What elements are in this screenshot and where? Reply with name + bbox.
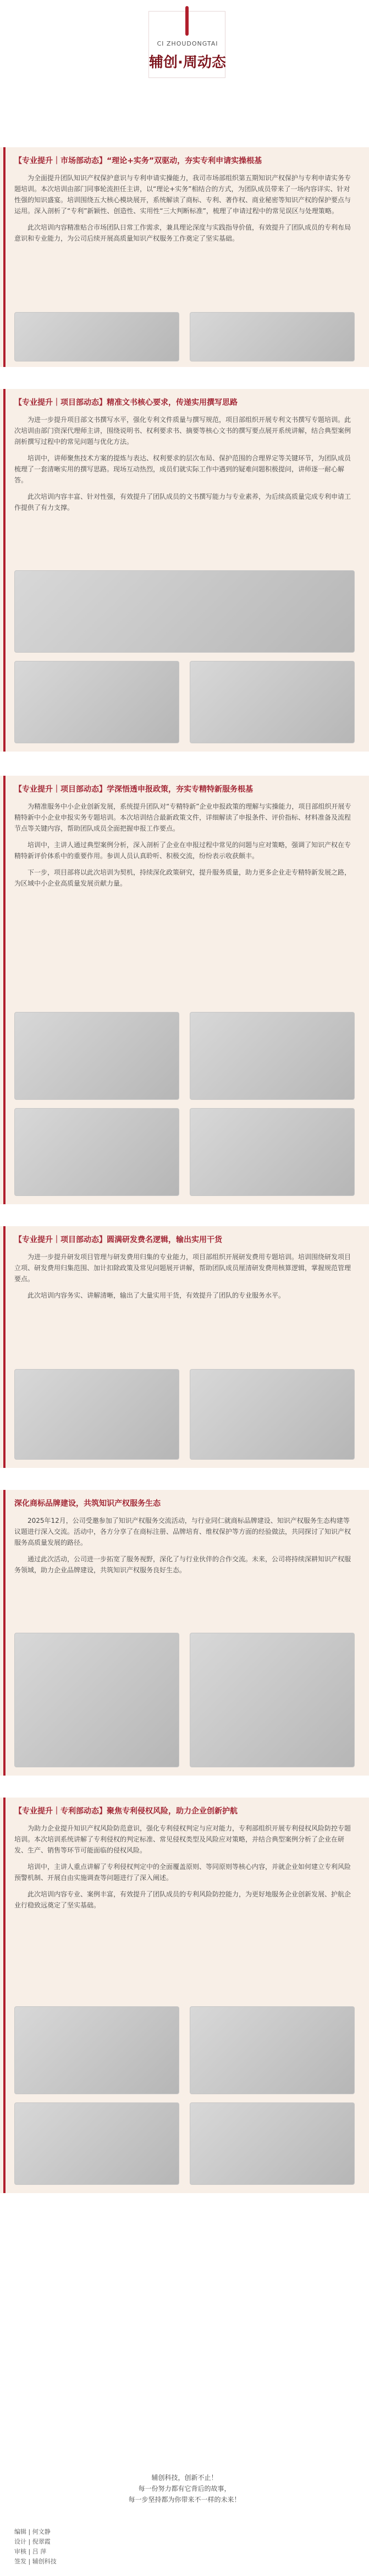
photo-image	[14, 1108, 179, 1196]
section-paragraph: 下一步，项目部将以此次培训为契机，持续深化政策研究，提升服务质量，助力更多企业走专精特新发展之路，为区域中小企业高质量发展贡献力量。	[14, 869, 351, 887]
photo-image	[190, 1012, 355, 1100]
section-accent-line	[3, 1490, 5, 1776]
section-accent-line	[3, 147, 5, 367]
section-accent-line	[3, 1798, 5, 2193]
section-2	[0, 389, 369, 752]
section-text	[14, 414, 355, 519]
section-title: 【专业提升｜项目部动态】圆满研发费名逻辑，输出实用干货	[14, 1236, 222, 1244]
photo-image	[14, 2006, 179, 2094]
photo-image	[190, 1369, 355, 1460]
footer	[0, 2461, 369, 2565]
section-text	[14, 1823, 355, 1916]
footer-line: 每一份努力都有它背后的故事，	[138, 2485, 231, 2492]
section-title: 深化商标品牌建设，共筑知识产权服务生态	[14, 1499, 161, 1508]
section-paragraph: 为助力企业提升知识产权风险防范意识，强化专利侵权判定与应对能力，专利部组织开展专利侵权风险防控专题培训。本次培训系统讲解了专利侵权的判定标准、常见侵权类型及风险应对策略，并结合典型案例分析了企业在研发、生产、销售等环节可能面临的侵权风险。	[14, 1824, 351, 1854]
section-paragraph: 为精准服务中小企业创新发展，系统提升团队对“专精特新”企业申报政策的理解与实操能力，项目部组织开展专精特新中小企业申报实务专题培训。本次培训结合最新政策文件，详细解读了申报条件、评价指标、材料准备及流程节点等关键内容，帮助团队成员全面把握申报工作要点。	[14, 803, 351, 832]
section-6	[0, 1798, 369, 2193]
section-paragraph: 培训中，主讲人通过典型案例分析，深入剖析了企业在申报过程中常见的问题与应对策略，强调了知识产权在专精特新评价体系中的重要作用。参训人员认真聆听、积极交流，纷纷表示收获颇丰。	[14, 841, 351, 860]
logo-english: CI ZHOUDONGTAI	[157, 40, 218, 47]
logo-chinese: 辅创·周动态	[149, 54, 226, 71]
section-paragraph: 培训中，讲师聚焦技术方案的提炼与表达、权利要求的层次布局、保护范围的合理界定等关键环节，为团队成员梳理了一套清晰实用的撰写思路。现场互动热烈，成员们就实际工作中遇到的疑难问题积极提问，讲师逐一耐心解答。	[14, 454, 351, 484]
section-paragraph: 此次培训内容务实、讲解清晰，输出了大量实用干货，有效提升了团队的专业服务水平。	[27, 1292, 285, 1299]
credit-editor: 编辑 | 何文静	[14, 2528, 51, 2535]
photo-image	[14, 2102, 179, 2185]
section-title: 【专业提升｜市场部动态】“理论+实务”双驱动，夯实专利申请实操根基	[14, 157, 262, 165]
section-title: 【专业提升｜项目部动态】学深悟透申报政策，夯实专精特新服务根基	[14, 785, 253, 794]
credit-issuer: 签发 | 辅创科技	[14, 2558, 57, 2565]
section-paragraph: 为全面提升团队知识产权保护意识与专利申请实操能力，我司市场部组织第五期知识产权保护与专利申请实务专题培训。本次培训由部门同事轮流担任主讲，以“理论+实务”相结合的方式，为团队成员带来了一场内容详实、针对性强的知识盛宴。培训围绕五大核心模块展开，系统解读了商标、专利、著作权、商业秘密等知识产权的保护要点与运用。深入剖析了“专利”新颖性、创造性、实用性“三大判断标准”，梳理了申请过程中的常见误区与处理策略。	[14, 174, 351, 215]
section-text	[14, 173, 355, 249]
photo-image	[190, 312, 355, 361]
logo-pin-icon	[185, 6, 189, 36]
section-accent-line	[3, 776, 5, 1204]
photo-image	[14, 1633, 179, 1767]
section-paragraph: 为进一步提升研发项目管理与研发费用归集的专业能力，项目部组织开展研发费用专题培训。培训围绕研发项目立项、研发费用归集范围、加计扣除政策及常见问题展开讲解，帮助团队成员厘清研发费用核算逻辑，掌握规范管理要点。	[14, 1253, 351, 1283]
photo-image	[190, 1108, 355, 1196]
section-text	[14, 1251, 355, 1306]
section-1	[0, 147, 369, 367]
photo-image	[14, 312, 179, 361]
section-4	[0, 1226, 369, 1468]
section-accent-line	[3, 389, 5, 752]
section-3	[0, 776, 369, 1204]
section-paragraph: 此次培训内容专业、案例丰富，有效提升了团队成员的专利风险防控能力，为更好地服务企业创新发展、护航企业行稳致远奠定了坚实基础。	[14, 1890, 351, 1909]
section-paragraph: 通过此次活动，公司进一步拓宽了服务视野，深化了与行业伙伴的合作交流。未来，公司将持续深耕知识产权服务领域，助力企业品牌建设，共筑知识产权服务良好生态。	[14, 1555, 351, 1574]
photo-image	[14, 570, 355, 653]
credit-designer: 设计 | 倪翠霞	[14, 2538, 51, 2545]
section-paragraph: 培训中，主讲人重点讲解了专利侵权判定中的全面覆盖原则、等同原则等核心内容，并就企业如何建立专利风险预警机制、开展自由实施调查等问题进行了深入阐述。	[14, 1863, 351, 1882]
footer-line: 辅创科技，创新不止！	[151, 2474, 218, 2482]
credit-reviewer: 审核 | 吕 萍	[14, 2548, 47, 2555]
section-text	[14, 1515, 355, 1581]
photo-image	[190, 661, 355, 743]
footer-credits	[14, 2527, 57, 2567]
footer-line: 每一步坚持都为你带来不一样的未来！	[128, 2496, 241, 2503]
footer-lines	[0, 2472, 369, 2505]
photo-image	[190, 2102, 355, 2185]
section-5	[0, 1490, 369, 1776]
logo	[148, 11, 225, 78]
header	[0, 0, 369, 93]
section-paragraph: 此次培训内容精准贴合市场团队日常工作需求，兼具理论深度与实践指导价值，有效提升了团队成员的专利布局意识和专业能力，为公司后续开展高质量知识产权服务工作奠定了坚实基础。	[14, 224, 351, 242]
section-paragraph: 2025年12月，公司受邀参加了知识产权服务交流活动，与行业同仁就商标品牌建设、知识产权服务生态构建等议题进行深入交流。活动中，各方分享了在商标注册、品牌培育、维权保护等方面的经验做法，共同探讨了知识产权服务高质量发展的路径。	[14, 1517, 351, 1546]
section-paragraph: 此次培训内容丰富、针对性强，有效提升了团队成员的文书撰写能力与专业素养，为后续高质量完成专利申请工作提供了有力支撑。	[14, 493, 351, 511]
photo-image	[190, 1633, 355, 1767]
section-text	[14, 801, 355, 894]
photo-image	[190, 2006, 355, 2094]
section-title: 【专业提升｜项目部动态】精准文书核心要求，传递实用撰写思路	[14, 398, 238, 407]
photo-image	[14, 1012, 179, 1100]
photo-image	[14, 1369, 179, 1460]
section-paragraph: 为进一步提升项目部文书撰写水平，强化专利文件质量与撰写规范，项目部组织开展专利文书撰写专题培训。此次培训由部门资深代理师主讲，围绕说明书、权利要求书、摘要等核心文书的撰写要点展开系统讲解，结合典型案例剖析撰写过程中的常见问题与优化方法。	[14, 416, 351, 446]
section-title: 【专业提升｜专利部动态】聚焦专利侵权风险，助力企业创新护航	[14, 1807, 238, 1816]
photo-image	[14, 661, 179, 743]
section-accent-line	[3, 1226, 5, 1468]
